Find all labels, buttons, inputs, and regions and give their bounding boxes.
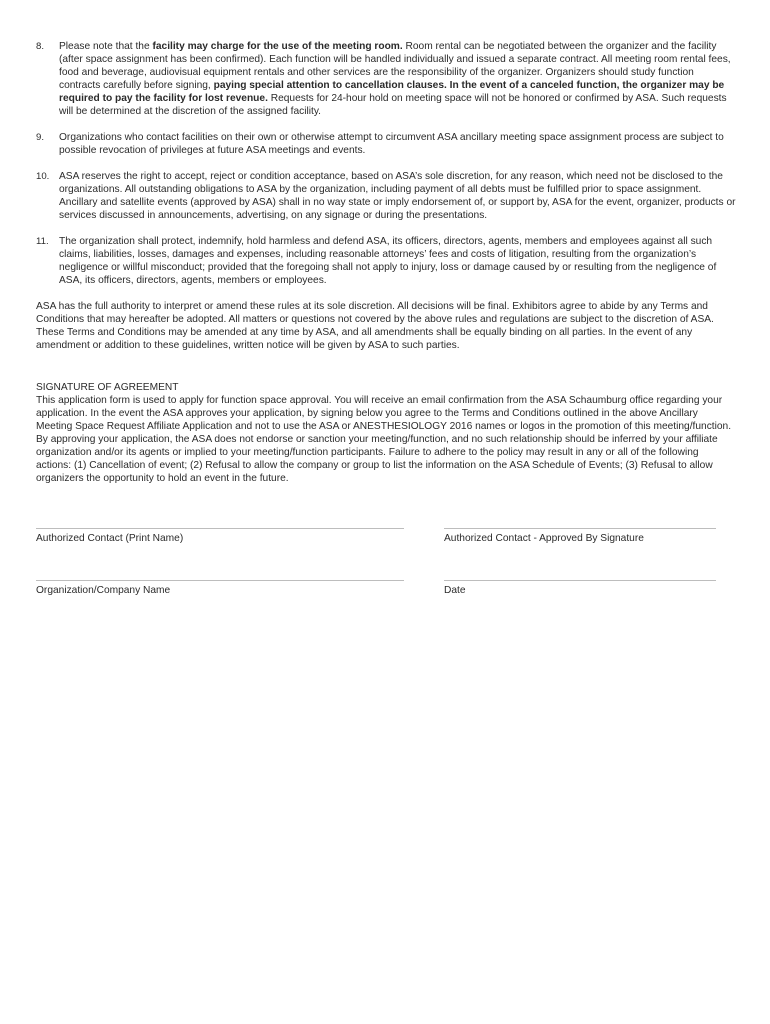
signature-heading: SIGNATURE OF AGREEMENT <box>36 382 179 393</box>
field-label: Authorized Contact (Print Name) <box>36 533 184 544</box>
item-text-segment: Please note that the <box>59 41 153 52</box>
item-text <box>59 40 736 118</box>
item-number: 9. <box>36 132 45 143</box>
signature-line <box>36 528 404 529</box>
signature-line <box>444 528 716 529</box>
item-text-segment: Room rental can be negotiated between the organizer and the facility (after space assignment has been confirmed). Each function will be handled individually and issued a separate contract. All meeting room rental fees, food and beverage, audiovisual equipment rentals and other services are the responsibility of the organizer. Organizers should study function contracts carefully before signing, <box>59 41 731 91</box>
item-number: 8. <box>36 41 45 52</box>
authority-paragraph: ASA has the full authority to interpret or amend these rules at its sole discretion. All decisions will be final. Exhibitors agree to abide by any Terms and Conditions that may hereafter be adopted. All matters or questions not covered by the above rules and regulations are subject to the discretion of ASA. These Terms and Conditions may be amended at any time by ASA, and all amendments shall be equally binding on all parties. In the event of any amendment or addition to these guidelines, written notice will be given by ASA to such parties. <box>36 301 714 351</box>
contact-signature-field[interactable] <box>444 528 716 545</box>
terms-item-10 <box>36 170 736 222</box>
item-text: The organization shall protect, indemnify, hold harmless and defend ASA, its officers, directors, agents, members and employees against all such claims, liabilities, losses, damages and expenses, including reasonable attorneys’ fees and costs of litigation, resulting from the organization’s negligence or willful misconduct; provided that the foregoing shall not apply to injury, loss or damage caused by or resulting from the negligence of ASA, its officers, directors, agents, members or employees. <box>59 236 717 286</box>
date-field[interactable] <box>444 580 716 597</box>
field-label: Authorized Contact - Approved By Signature <box>444 533 644 544</box>
contact-name-field[interactable] <box>36 528 404 545</box>
signature-line <box>36 580 404 581</box>
item-text: ASA reserves the right to accept, reject or condition acceptance, based on ASA’s sole discretion, for any reason, which need not be disclosed to the organizations. All outstanding obligations to ASA by the organization, including payment of all debts must be fulfilled prior to space assignment. Ancillary and satellite events (approved by ASA) shall in no way state or imply endorsement of, or support by, ASA for the event, organizer, products or services discussed in announcements, advertising, on any signage or during the presentations. <box>59 171 736 221</box>
terms-item-11 <box>36 235 736 287</box>
signature-section <box>36 381 736 485</box>
document-page <box>36 40 736 596</box>
organization-field[interactable] <box>36 580 404 597</box>
item-text-bold-segment: paying special attention to cancellation clauses. In the event of a canceled function, the organizer may be required to pay the facility for lost revenue. <box>59 80 725 104</box>
terms-item-8 <box>36 40 736 118</box>
item-text: Organizations who contact facilities on their own or otherwise attempt to circumvent ASA ancillary meeting space assignment process are subject to possible revocation of privileges at future ASA meetings and events. <box>59 132 724 156</box>
item-text-bold-segment: facility may charge for the use of the meeting room. <box>152 41 403 52</box>
field-label: Date <box>444 585 466 596</box>
item-text-segment: Requests for 24-hour hold on meeting space will not be honored or confirmed by ASA. Such requests will be determined at the discretion of the assigned facility. <box>59 93 727 117</box>
field-label: Organization/Company Name <box>36 585 171 596</box>
signature-line <box>444 580 716 581</box>
signature-body: This application form is used to apply for function space approval. You will receive an email confirmation from the ASA Schaumburg office regarding your application. In the event the ASA approves your application, by signing below you agree to the Terms and Conditions outlined in the above Ancillary Meeting Space Request Affiliate Application and not to use the ASA or ANESTHESIOLOGY 2016 names or logos in the promotion of this meeting/function. By approving your application, the ASA does not endorse or sanction your meeting/function, and no such relationship should be inferred by your affiliate organization and/or its agents or implied to your meeting/function participants. Failure to adhere to the policy may result in any or all of the following actions: (1) Cancellation of event; (2) Refusal to allow the company or group to list the information on the ASA Schedule of Events; (3) Refusal to allow organizers the opportunity to hold an event in the future. <box>36 395 732 484</box>
item-number: 10. <box>36 171 50 182</box>
terms-item-9 <box>36 131 736 157</box>
item-number: 11. <box>36 236 49 247</box>
